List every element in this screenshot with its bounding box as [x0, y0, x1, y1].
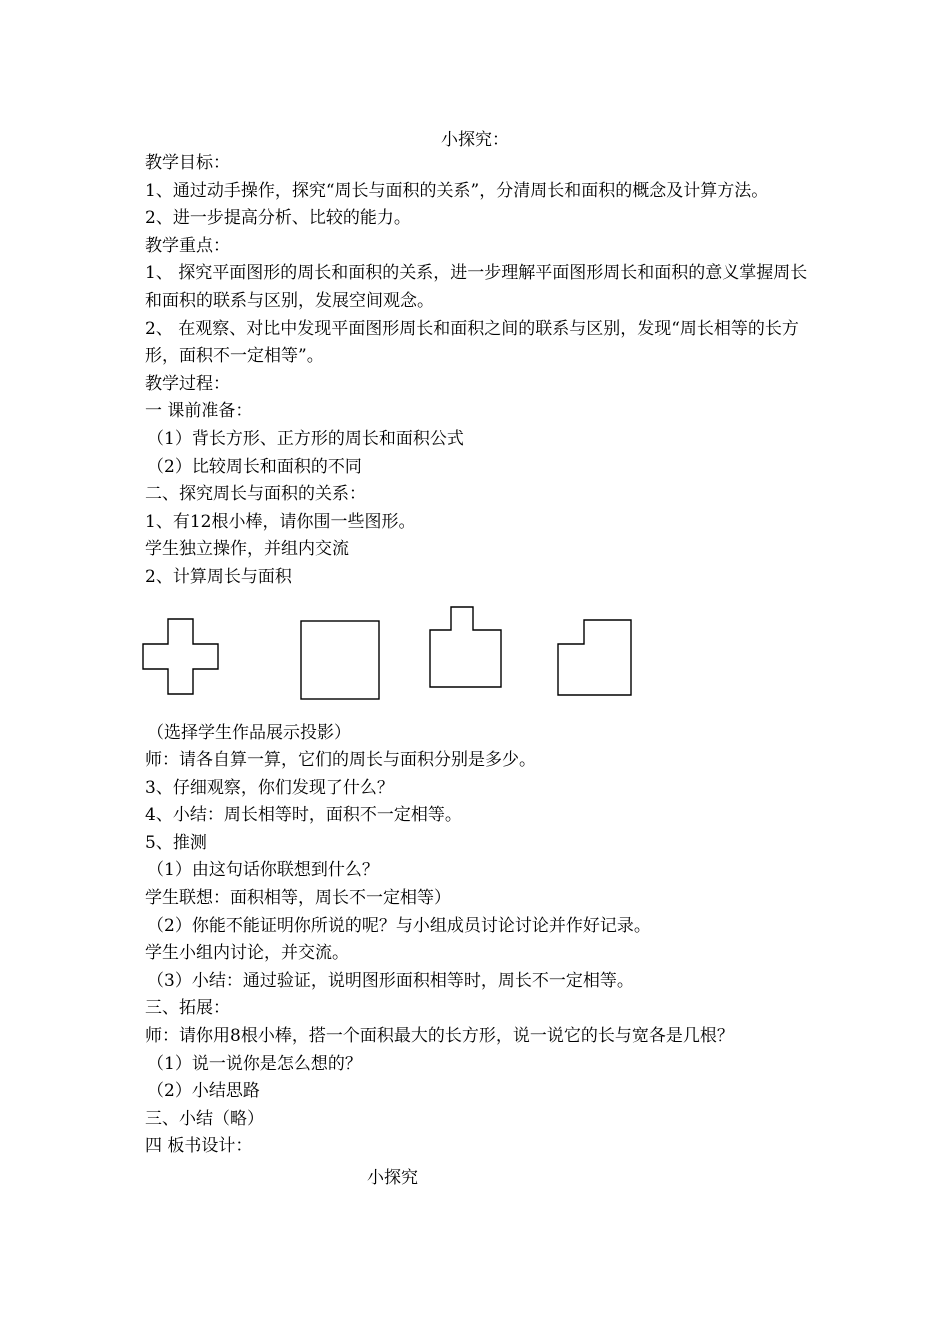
section-2-student-activity: 学生独立操作，并组内交流: [145, 539, 349, 560]
focus-item-2: 2、 在观察、对比中发现平面图形周长和面积之间的联系与区别，发现“周长相等的长方形，面积不一定相等”。: [145, 318, 799, 367]
section-2-step-2: 2、计算周长与面积: [145, 566, 292, 587]
heading-teaching-focus: 教学重点：: [145, 235, 230, 256]
section-2-step-3: 3、仔细观察，你们发现了什么？: [145, 777, 394, 798]
notched-top-shape: [430, 607, 501, 687]
board-title: 小探究: [367, 1168, 418, 1188]
step-corner-shape: [558, 620, 631, 695]
board-design-heading: 四 板书设计：: [145, 1136, 253, 1157]
guess-item-2: （2）你能不能证明你所说的呢？与小组成员讨论讨论并作好记录。: [147, 915, 651, 936]
document-body: [145, 150, 815, 1193]
teacher-calc-prompt: 师：请各自算一算，它们的周长与面积分别是多少。: [145, 750, 536, 771]
section-1-heading: 一 课前准备：: [145, 401, 253, 422]
cross-shape: [143, 619, 218, 694]
shape-figures: [145, 592, 815, 720]
extension-item-2: （2）小结思路: [147, 1081, 260, 1102]
student-group-discussion: 学生小组内讨论，并交流。: [145, 943, 349, 964]
goal-item-2: 2、进一步提高分析、比较的能力。: [145, 208, 411, 229]
extension-item-1: （1）说一说你是怎么想的？: [147, 1053, 362, 1074]
summary-heading: 三、小结（略）: [145, 1108, 264, 1129]
section-2-step-4: 4、小结：周长相等时，面积不一定相等。: [145, 805, 462, 826]
section-1-item-2: （2）比较周长和面积的不同: [147, 456, 362, 477]
shape-figures-svg: [142, 592, 662, 720]
heading-teaching-goals: 教学目标：: [145, 153, 230, 173]
section-2-heading: 二、探究周长与面积的关系：: [145, 484, 366, 505]
square-shape: [301, 621, 379, 699]
section-3-heading: 三、拓展：: [145, 998, 230, 1019]
heading-teaching-process: 教学过程：: [145, 373, 230, 394]
focus-item-1: 1、 探究平面图形的周长和面积的关系，进一步理解平面图形周长和面积的意义掌握周长和面积的联系与区别，发展空间观念。: [145, 263, 808, 311]
document-title: 小探究：: [441, 130, 509, 150]
section-1-item-1: （1）背长方形、正方形的周长和面积公式: [147, 428, 464, 449]
projection-note: （选择学生作品展示投影）: [147, 722, 351, 743]
student-association: 学生联想：面积相等，周长不一定相等）: [145, 888, 451, 909]
guess-item-3: （3）小结：通过验证，说明图形面积相等时，周长不一定相等。: [147, 970, 634, 991]
section-2-step-5: 5、推测: [145, 832, 207, 853]
guess-item-1: （1）由这句话你联想到什么？: [147, 860, 379, 881]
teacher-extension-prompt: 师：请你用8根小棒，搭一个面积最大的长方形，说一说它的长与宽各是几根？: [145, 1026, 734, 1047]
section-2-step-1: 1、有12根小棒，请你围一些图形。: [145, 511, 416, 532]
goal-item-1: 1、通过动手操作，探究“周长与面积的关系”，分清周长和面积的概念及计算方法。: [145, 180, 769, 201]
